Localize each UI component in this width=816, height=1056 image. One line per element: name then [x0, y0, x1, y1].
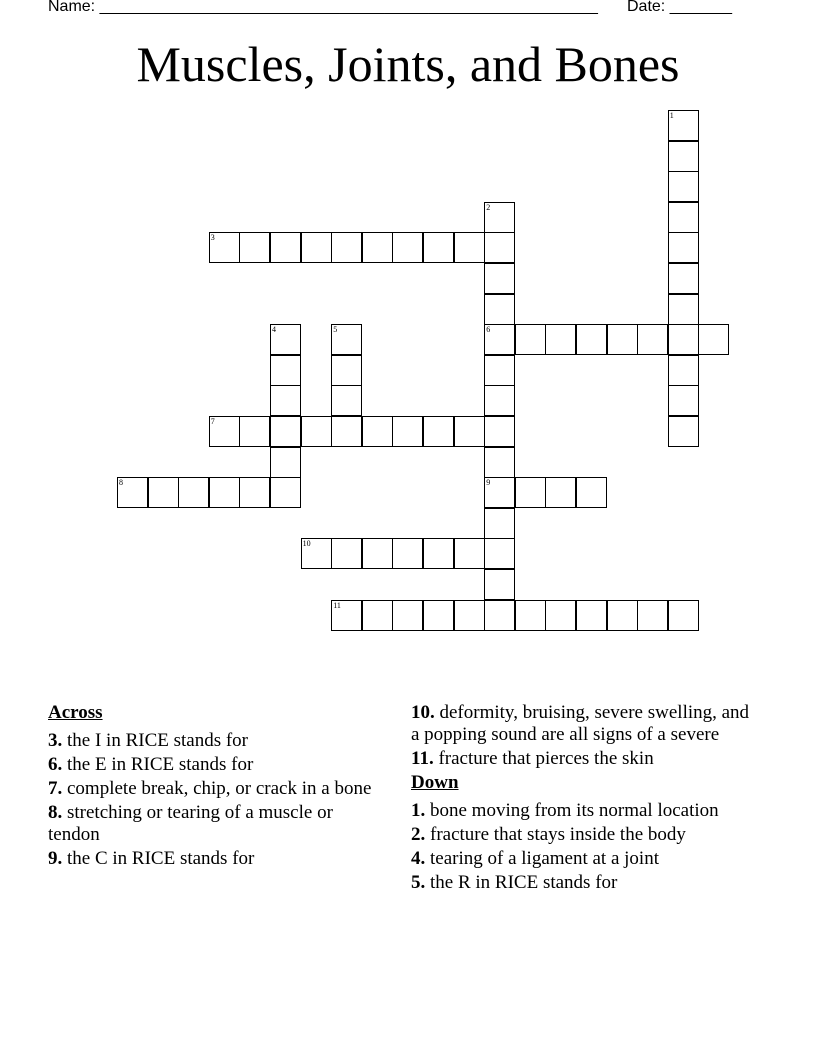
grid-cell[interactable]	[178, 477, 209, 508]
grid-cell[interactable]	[484, 232, 515, 263]
clue-number: 10.	[411, 702, 435, 723]
clue-number-label: 1	[669, 111, 674, 120]
grid-cell[interactable]	[362, 232, 393, 263]
grid-cell[interactable]	[239, 416, 270, 447]
across-clue	[48, 730, 378, 752]
grid-cell[interactable]	[637, 600, 668, 631]
grid-cell[interactable]	[668, 263, 699, 294]
grid-cell[interactable]	[484, 355, 515, 386]
grid-cell[interactable]	[576, 477, 607, 508]
clue-number: 11.	[411, 748, 434, 769]
clue-text: the C in RICE stands for	[67, 848, 255, 869]
grid-cell[interactable]	[545, 324, 576, 355]
clue-number-label: 10	[302, 539, 311, 549]
grid-cell[interactable]	[484, 294, 515, 325]
page-title: Muscles, Joints, and Bones	[136, 36, 680, 92]
grid-cell[interactable]	[423, 538, 454, 569]
clue-number: 8.	[48, 802, 63, 823]
grid-cell[interactable]	[331, 538, 362, 569]
clue-text: bone moving from its normal location	[430, 800, 719, 821]
grid-cell[interactable]	[423, 600, 454, 631]
clue-text: complete break, chip, or crack in a bone	[67, 778, 372, 799]
name-line: Name: ________________________________________________________	[48, 0, 598, 15]
grid-cell[interactable]	[484, 600, 515, 631]
grid-cell[interactable]	[484, 263, 515, 294]
grid-cell[interactable]	[331, 385, 362, 416]
grid-cell[interactable]	[484, 538, 515, 569]
grid-cell[interactable]	[607, 600, 638, 631]
across-heading: Across	[48, 702, 103, 723]
clue-number: 4.	[411, 848, 426, 869]
grid-cell[interactable]	[423, 416, 454, 447]
grid-cell[interactable]	[484, 508, 515, 539]
clue-number-label: 9	[486, 478, 491, 488]
grid-cell[interactable]	[668, 294, 699, 325]
grid-cell[interactable]	[668, 110, 699, 141]
clue-number: 3.	[48, 730, 63, 751]
clue-number-label: 6	[486, 325, 491, 335]
grid-cell[interactable]	[331, 416, 362, 447]
clue-number-label: 2	[486, 202, 491, 212]
grid-cell[interactable]	[668, 171, 699, 202]
grid-cell[interactable]	[668, 416, 699, 447]
clue-number: 9.	[48, 848, 63, 869]
clue-text: the E in RICE stands for	[67, 754, 254, 775]
across-clue	[411, 702, 761, 746]
grid-cell[interactable]	[668, 600, 699, 631]
grid-cell[interactable]	[209, 232, 240, 263]
grid-cell[interactable]	[209, 477, 240, 508]
grid-cell[interactable]	[423, 232, 454, 263]
grid-cell[interactable]	[484, 569, 515, 600]
clues-left-column	[48, 702, 378, 872]
clue-text: stretching or tearing of a muscle or tendon	[48, 802, 333, 845]
grid-cell[interactable]	[331, 324, 362, 355]
clue-text: fracture that stays inside the body	[430, 824, 686, 845]
clue-text: tearing of a ligament at a joint	[430, 848, 659, 869]
across-clue	[411, 748, 761, 770]
grid-cell[interactable]	[117, 477, 148, 508]
grid-cell[interactable]	[484, 385, 515, 416]
grid-cell[interactable]	[392, 600, 423, 631]
clue-text: the R in RICE stands for	[430, 872, 618, 893]
grid-cell[interactable]	[515, 477, 546, 508]
down-clue	[411, 872, 761, 894]
clue-text: deformity, bruising, severe swelling, and a popping sound are all signs of a severe	[411, 702, 750, 745]
down-clue	[411, 824, 761, 846]
grid-cell[interactable]	[270, 385, 301, 416]
grid-cell[interactable]	[270, 416, 301, 447]
clue-number-label: 7	[210, 417, 215, 426]
grid-cell[interactable]	[668, 202, 699, 233]
grid-cell[interactable]	[484, 416, 515, 447]
clue-number: 7.	[48, 778, 63, 799]
clue-number-label: 3	[210, 233, 215, 243]
grid-cell[interactable]	[148, 477, 179, 508]
down-heading: Down	[411, 772, 459, 793]
grid-cell[interactable]	[484, 324, 515, 355]
grid-cell[interactable]	[668, 324, 699, 355]
grid-cell[interactable]	[698, 324, 729, 355]
grid-cell[interactable]	[484, 202, 515, 233]
grid-cell[interactable]	[331, 355, 362, 386]
grid-cell[interactable]	[454, 416, 485, 447]
grid-cell[interactable]	[270, 447, 301, 478]
grid-cell[interactable]	[392, 416, 423, 447]
grid-cell[interactable]	[270, 324, 301, 355]
grid-cell[interactable]	[484, 477, 515, 508]
grid-cell[interactable]	[270, 232, 301, 263]
grid-cell[interactable]	[301, 416, 332, 447]
clue-number-label: 11	[333, 600, 341, 610]
grid-cell[interactable]	[576, 600, 607, 631]
grid-cell[interactable]	[301, 232, 332, 263]
grid-cell[interactable]	[454, 232, 485, 263]
clue-number-label: 5	[333, 325, 338, 335]
grid-cell[interactable]	[331, 232, 362, 263]
grid-cell[interactable]	[576, 324, 607, 355]
grid-cell[interactable]	[668, 232, 699, 263]
down-clue	[411, 800, 761, 822]
grid-cell[interactable]	[637, 324, 668, 355]
clue-number-label: 8	[119, 478, 123, 488]
clue-number: 6.	[48, 754, 63, 775]
grid-cell[interactable]	[484, 447, 515, 478]
grid-cell[interactable]	[331, 600, 362, 631]
grid-cell[interactable]	[607, 324, 638, 355]
grid-cell[interactable]	[545, 600, 576, 631]
clue-text: the I in RICE stands for	[67, 730, 249, 751]
grid-cell[interactable]	[668, 355, 699, 386]
down-clue	[411, 848, 761, 870]
across-clue	[48, 754, 378, 776]
grid-cell[interactable]	[209, 416, 240, 447]
grid-cell[interactable]	[239, 477, 270, 508]
grid-cell[interactable]	[270, 355, 301, 386]
grid-cell[interactable]	[239, 232, 270, 263]
grid-cell[interactable]	[301, 538, 332, 569]
clue-number-label: 4	[272, 325, 276, 335]
grid-cell[interactable]	[454, 538, 485, 569]
grid-cell[interactable]	[392, 538, 423, 569]
clue-number: 2.	[411, 824, 426, 845]
clues-right-column	[411, 702, 761, 896]
across-clue	[48, 778, 378, 800]
grid-cell[interactable]	[515, 600, 546, 631]
grid-cell[interactable]	[392, 232, 423, 263]
grid-cell[interactable]	[454, 600, 485, 631]
grid-cell[interactable]	[362, 416, 393, 447]
date-line: Date: _______	[627, 0, 732, 15]
grid-cell[interactable]	[515, 324, 546, 355]
grid-cell[interactable]	[270, 477, 301, 508]
clue-text: fracture that pierces the skin	[438, 748, 654, 769]
across-clue	[48, 802, 378, 846]
clue-number: 5.	[411, 872, 426, 893]
grid-cell[interactable]	[668, 141, 699, 172]
grid-cell[interactable]	[545, 477, 576, 508]
grid-cell[interactable]	[668, 385, 699, 416]
grid-cell[interactable]	[362, 538, 393, 569]
grid-cell[interactable]	[362, 600, 393, 631]
clue-number: 1.	[411, 800, 426, 821]
across-clue	[48, 848, 378, 870]
